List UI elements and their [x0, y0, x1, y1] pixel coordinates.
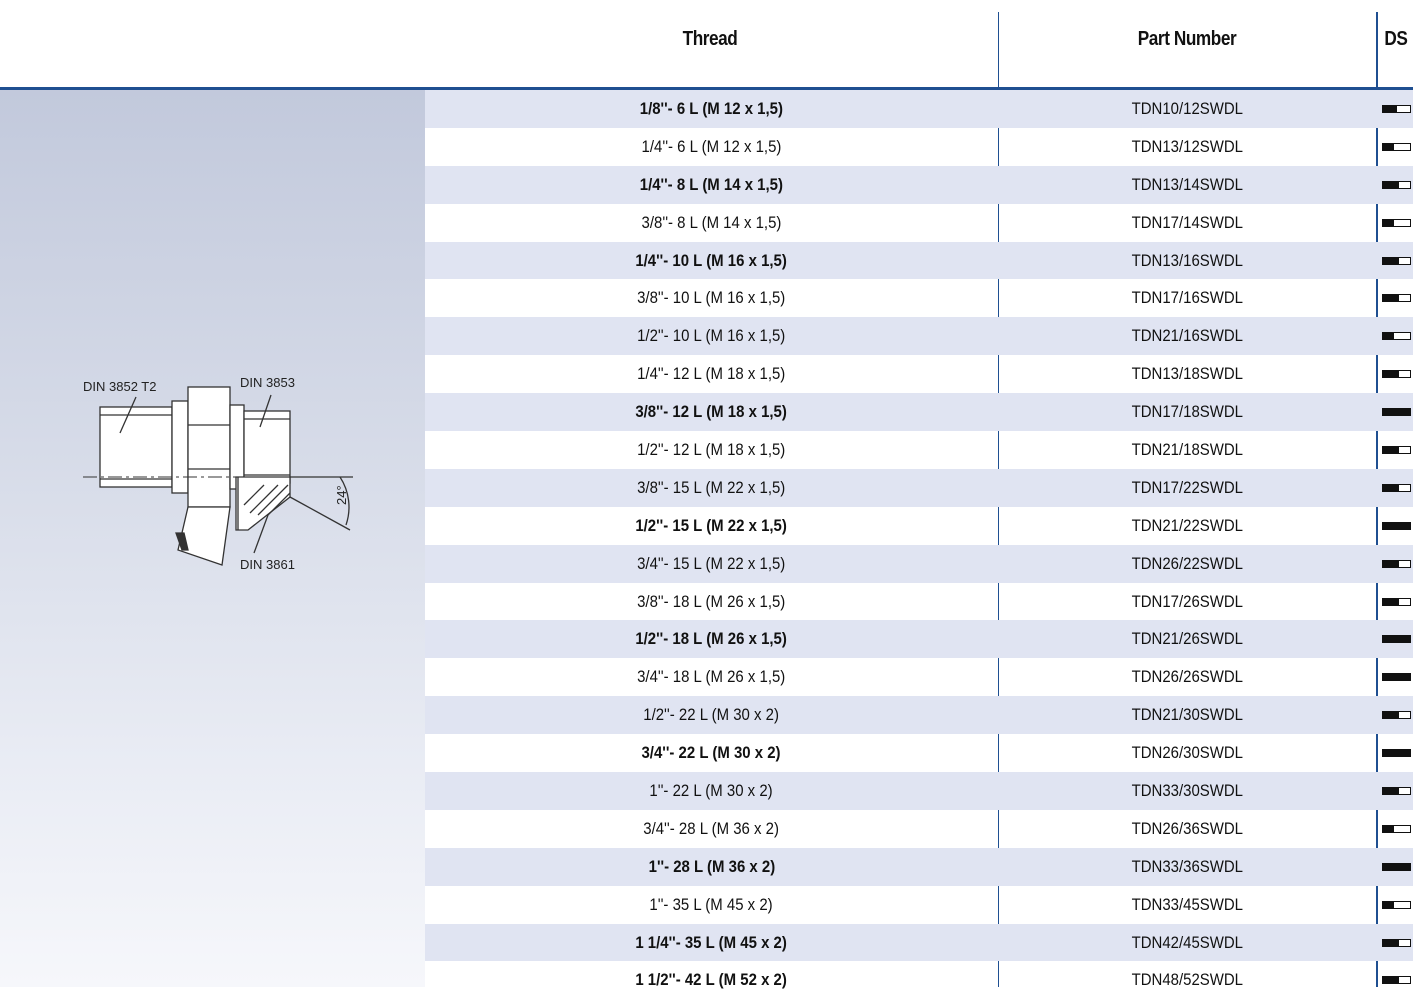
- thread-value: 1''- 35 L (M 45 x 2): [649, 894, 774, 914]
- ds-indicator: [1382, 257, 1411, 265]
- part-number-cell: [999, 734, 1376, 772]
- ds-indicator: [1382, 673, 1411, 681]
- thread-value: 3/4''- 28 L (M 36 x 2): [643, 818, 780, 838]
- ds-indicator-fill: [1383, 864, 1410, 870]
- thread-value: 1/4''- 12 L (M 18 x 1,5): [637, 364, 786, 384]
- part-number-value: TDN13/16SWDL: [1131, 250, 1244, 270]
- ds-indicator-fill: [1383, 182, 1399, 188]
- ds-indicator-fill: [1383, 333, 1394, 339]
- ds-cell: [1378, 772, 1413, 810]
- ds-indicator-fill: [1383, 902, 1394, 908]
- part-number-value: TDN33/45SWDL: [1131, 894, 1244, 914]
- thread-value: 1/2''- 10 L (M 16 x 1,5): [637, 326, 786, 346]
- part-number-value: TDN42/45SWDL: [1131, 932, 1244, 952]
- thread-cell: [425, 924, 998, 962]
- thread-value: 1/2''- 22 L (M 30 x 2): [643, 705, 780, 725]
- thread-cell: [425, 734, 998, 772]
- part-number-value: TDN17/14SWDL: [1131, 212, 1244, 232]
- part-number-value: TDN21/22SWDL: [1131, 515, 1244, 535]
- part-number-value: TDN21/18SWDL: [1131, 439, 1244, 459]
- thread-value: 1 1/2''- 42 L (M 52 x 2): [635, 970, 788, 990]
- table-row: [425, 734, 1413, 772]
- ds-cell: [1378, 393, 1413, 431]
- label-angle: 24°: [334, 485, 349, 505]
- ds-indicator-fill: [1383, 599, 1399, 605]
- thread-cell: [425, 393, 998, 431]
- ds-cell: [1378, 848, 1413, 886]
- thread-value: 1/4''- 8 L (M 14 x 1,5): [639, 174, 784, 194]
- ds-indicator-fill: [1383, 977, 1399, 983]
- fitting-technical-drawing: [78, 365, 378, 580]
- thread-cell: [425, 696, 998, 734]
- table-header: [0, 0, 1413, 88]
- ds-indicator: [1382, 446, 1411, 454]
- part-number-cell: [999, 886, 1376, 924]
- part-number-cell: [999, 431, 1376, 469]
- ds-indicator: [1382, 560, 1411, 568]
- part-number-cell: [999, 355, 1376, 393]
- ds-indicator-fill: [1383, 826, 1394, 832]
- ds-indicator: [1382, 976, 1411, 984]
- ds-indicator: [1382, 370, 1411, 378]
- ds-indicator: [1382, 105, 1411, 113]
- ds-cell: [1378, 696, 1413, 734]
- ds-indicator-fill: [1383, 144, 1394, 150]
- thread-cell: [425, 128, 998, 166]
- part-number-value: TDN13/12SWDL: [1131, 136, 1244, 156]
- ds-cell: [1378, 658, 1413, 696]
- part-number-cell: [999, 393, 1376, 431]
- ds-cell: [1378, 961, 1413, 999]
- ds-indicator: [1382, 635, 1411, 643]
- part-number-cell: [999, 204, 1376, 242]
- thread-cell: [425, 848, 998, 886]
- ds-indicator-fill: [1383, 485, 1399, 491]
- ds-indicator: [1382, 219, 1411, 227]
- ds-cell: [1378, 128, 1413, 166]
- ds-cell: [1378, 886, 1413, 924]
- part-number-cell: [999, 545, 1376, 583]
- part-number-value: TDN21/26SWDL: [1131, 629, 1244, 649]
- thread-cell: [425, 204, 998, 242]
- part-number-cell: [999, 620, 1376, 658]
- ds-indicator: [1382, 484, 1411, 492]
- thread-cell: [425, 886, 998, 924]
- ds-indicator-fill: [1383, 106, 1397, 112]
- ds-cell: [1378, 734, 1413, 772]
- table-row: [425, 204, 1413, 242]
- part-number-value: TDN26/30SWDL: [1131, 743, 1244, 763]
- table-row: [425, 658, 1413, 696]
- ds-cell: [1378, 620, 1413, 658]
- ds-indicator-fill: [1383, 940, 1399, 946]
- ds-cell: [1378, 166, 1413, 204]
- part-number-value: TDN26/36SWDL: [1131, 818, 1244, 838]
- part-number-cell: [999, 961, 1376, 999]
- thread-cell: [425, 545, 998, 583]
- ds-indicator: [1382, 408, 1411, 416]
- table-row: [425, 848, 1413, 886]
- ds-indicator-fill: [1383, 674, 1410, 680]
- part-number-value: TDN33/36SWDL: [1131, 856, 1244, 876]
- part-number-cell: [999, 583, 1376, 621]
- table-row: [425, 507, 1413, 545]
- table-row: [425, 583, 1413, 621]
- table-row: [425, 961, 1413, 999]
- table-row: [425, 810, 1413, 848]
- ds-cell: [1378, 204, 1413, 242]
- part-number-cell: [999, 90, 1376, 128]
- ds-indicator-fill: [1383, 561, 1399, 567]
- thread-cell: [425, 772, 998, 810]
- thread-cell: [425, 961, 998, 999]
- thread-cell: [425, 355, 998, 393]
- ds-indicator-fill: [1383, 409, 1410, 415]
- part-number-value: TDN10/12SWDL: [1131, 98, 1244, 118]
- part-number-value: TDN17/26SWDL: [1131, 591, 1244, 611]
- ds-indicator: [1382, 863, 1411, 871]
- ds-indicator-fill: [1383, 220, 1394, 226]
- ds-cell: [1378, 545, 1413, 583]
- table-row: [425, 355, 1413, 393]
- ds-indicator-fill: [1383, 750, 1410, 756]
- thread-value: 1''- 22 L (M 30 x 2): [649, 780, 774, 800]
- thread-value: 1''- 28 L (M 36 x 2): [648, 856, 775, 876]
- table-row: [425, 696, 1413, 734]
- thread-cell: [425, 507, 998, 545]
- ds-cell: [1378, 924, 1413, 962]
- part-number-cell: [999, 242, 1376, 280]
- part-number-cell: [999, 166, 1376, 204]
- thread-cell: [425, 810, 998, 848]
- ds-cell: [1378, 242, 1413, 280]
- ds-cell: [1378, 469, 1413, 507]
- part-number-cell: [999, 810, 1376, 848]
- ds-indicator-fill: [1383, 371, 1399, 377]
- part-number-value: TDN21/30SWDL: [1131, 705, 1244, 725]
- thread-value: 1 1/4''- 35 L (M 45 x 2): [635, 932, 788, 952]
- ds-indicator-fill: [1383, 258, 1399, 264]
- part-number-value: TDN13/18SWDL: [1131, 364, 1244, 384]
- thread-value: 3/8''- 12 L (M 18 x 1,5): [635, 402, 788, 422]
- ds-column-header: DS: [1384, 28, 1408, 50]
- ds-indicator: [1382, 143, 1411, 151]
- thread-value: 3/8''- 15 L (M 22 x 1,5): [637, 477, 786, 497]
- thread-cell: [425, 166, 998, 204]
- label-din-3852: DIN 3852 T2: [83, 379, 157, 394]
- ds-indicator: [1382, 825, 1411, 833]
- ds-cell: [1378, 583, 1413, 621]
- thread-cell: [425, 242, 998, 280]
- part-number-cell: [999, 507, 1376, 545]
- part-number-cell: [999, 848, 1376, 886]
- thread-value: 1/2''- 12 L (M 18 x 1,5): [637, 439, 786, 459]
- ds-indicator: [1382, 598, 1411, 606]
- thread-cell: [425, 658, 998, 696]
- ds-cell: [1378, 507, 1413, 545]
- thread-value: 3/8''- 10 L (M 16 x 1,5): [637, 288, 786, 308]
- ds-indicator: [1382, 181, 1411, 189]
- ds-indicator: [1382, 711, 1411, 719]
- table-row: [425, 924, 1413, 962]
- thread-cell: [425, 583, 998, 621]
- thread-value: 1/2''- 18 L (M 26 x 1,5): [635, 629, 788, 649]
- table-row: [425, 620, 1413, 658]
- thread-value: 3/8''- 8 L (M 14 x 1,5): [641, 212, 782, 232]
- table-row: [425, 545, 1413, 583]
- ds-indicator-fill: [1383, 295, 1399, 301]
- part-number-value: TDN33/30SWDL: [1131, 780, 1244, 800]
- ds-cell: [1378, 355, 1413, 393]
- part-number-cell: [999, 696, 1376, 734]
- ds-indicator-fill: [1383, 447, 1399, 453]
- table-row: [425, 279, 1413, 317]
- part-number-cell: [999, 658, 1376, 696]
- part-number-cell: [999, 279, 1376, 317]
- part-number-cell: [999, 924, 1376, 962]
- ds-indicator-fill: [1383, 636, 1410, 642]
- thread-cell: [425, 90, 998, 128]
- ds-indicator: [1382, 749, 1411, 757]
- part-number-value: TDN17/18SWDL: [1131, 402, 1244, 422]
- part-number-value: TDN17/22SWDL: [1131, 477, 1244, 497]
- table-row: [425, 469, 1413, 507]
- thread-cell: [425, 620, 998, 658]
- label-din-3853: DIN 3853: [240, 375, 295, 390]
- ds-indicator: [1382, 901, 1411, 909]
- thread-cell: [425, 469, 998, 507]
- part-number-cell: [999, 317, 1376, 355]
- ds-indicator: [1382, 787, 1411, 795]
- thread-cell: [425, 279, 998, 317]
- table-row: [425, 431, 1413, 469]
- parts-table: [425, 90, 1413, 999]
- ds-indicator-fill: [1383, 712, 1399, 718]
- ds-indicator-fill: [1383, 788, 1399, 794]
- thread-value: 1/4''- 10 L (M 16 x 1,5): [635, 250, 788, 270]
- part-number-value: TDN17/16SWDL: [1131, 288, 1244, 308]
- ds-indicator-fill: [1383, 523, 1410, 529]
- table-row: [425, 128, 1413, 166]
- ds-cell: [1378, 431, 1413, 469]
- thread-column-header: Thread: [682, 28, 738, 50]
- thread-cell: [425, 431, 998, 469]
- part-number-cell: [999, 469, 1376, 507]
- label-din-3861: DIN 3861: [240, 557, 295, 572]
- table-row: [425, 886, 1413, 924]
- part-number-value: TDN48/52SWDL: [1131, 970, 1244, 990]
- ds-indicator: [1382, 522, 1411, 530]
- part-number-cell: [999, 128, 1376, 166]
- thread-value: 3/4''- 18 L (M 26 x 1,5): [637, 667, 786, 687]
- ds-cell: [1378, 810, 1413, 848]
- ds-cell: [1378, 317, 1413, 355]
- ds-cell: [1378, 90, 1413, 128]
- part-number-value: TDN26/22SWDL: [1131, 553, 1244, 573]
- ds-indicator: [1382, 332, 1411, 340]
- ds-indicator: [1382, 294, 1411, 302]
- table-row: [425, 90, 1413, 128]
- thread-value: 3/8''- 18 L (M 26 x 1,5): [637, 591, 786, 611]
- table-row: [425, 166, 1413, 204]
- thread-value: 1/4''- 6 L (M 12 x 1,5): [641, 136, 782, 156]
- part-number-column-header: Part Number: [1137, 28, 1237, 50]
- table-row: [425, 393, 1413, 431]
- thread-value: 1/2''- 15 L (M 22 x 1,5): [635, 515, 788, 535]
- thread-cell: [425, 317, 998, 355]
- part-number-value: TDN21/16SWDL: [1131, 326, 1244, 346]
- part-number-cell: [999, 772, 1376, 810]
- ds-indicator: [1382, 939, 1411, 947]
- thread-value: 1/8''- 6 L (M 12 x 1,5): [639, 98, 784, 118]
- thread-value: 3/4''- 15 L (M 22 x 1,5): [637, 553, 786, 573]
- part-number-value: TDN26/26SWDL: [1131, 667, 1244, 687]
- thread-value: 3/4''- 22 L (M 30 x 2): [641, 743, 782, 763]
- table-row: [425, 242, 1413, 280]
- table-row: [425, 772, 1413, 810]
- table-row: [425, 317, 1413, 355]
- ds-cell: [1378, 279, 1413, 317]
- part-number-value: TDN13/14SWDL: [1131, 174, 1244, 194]
